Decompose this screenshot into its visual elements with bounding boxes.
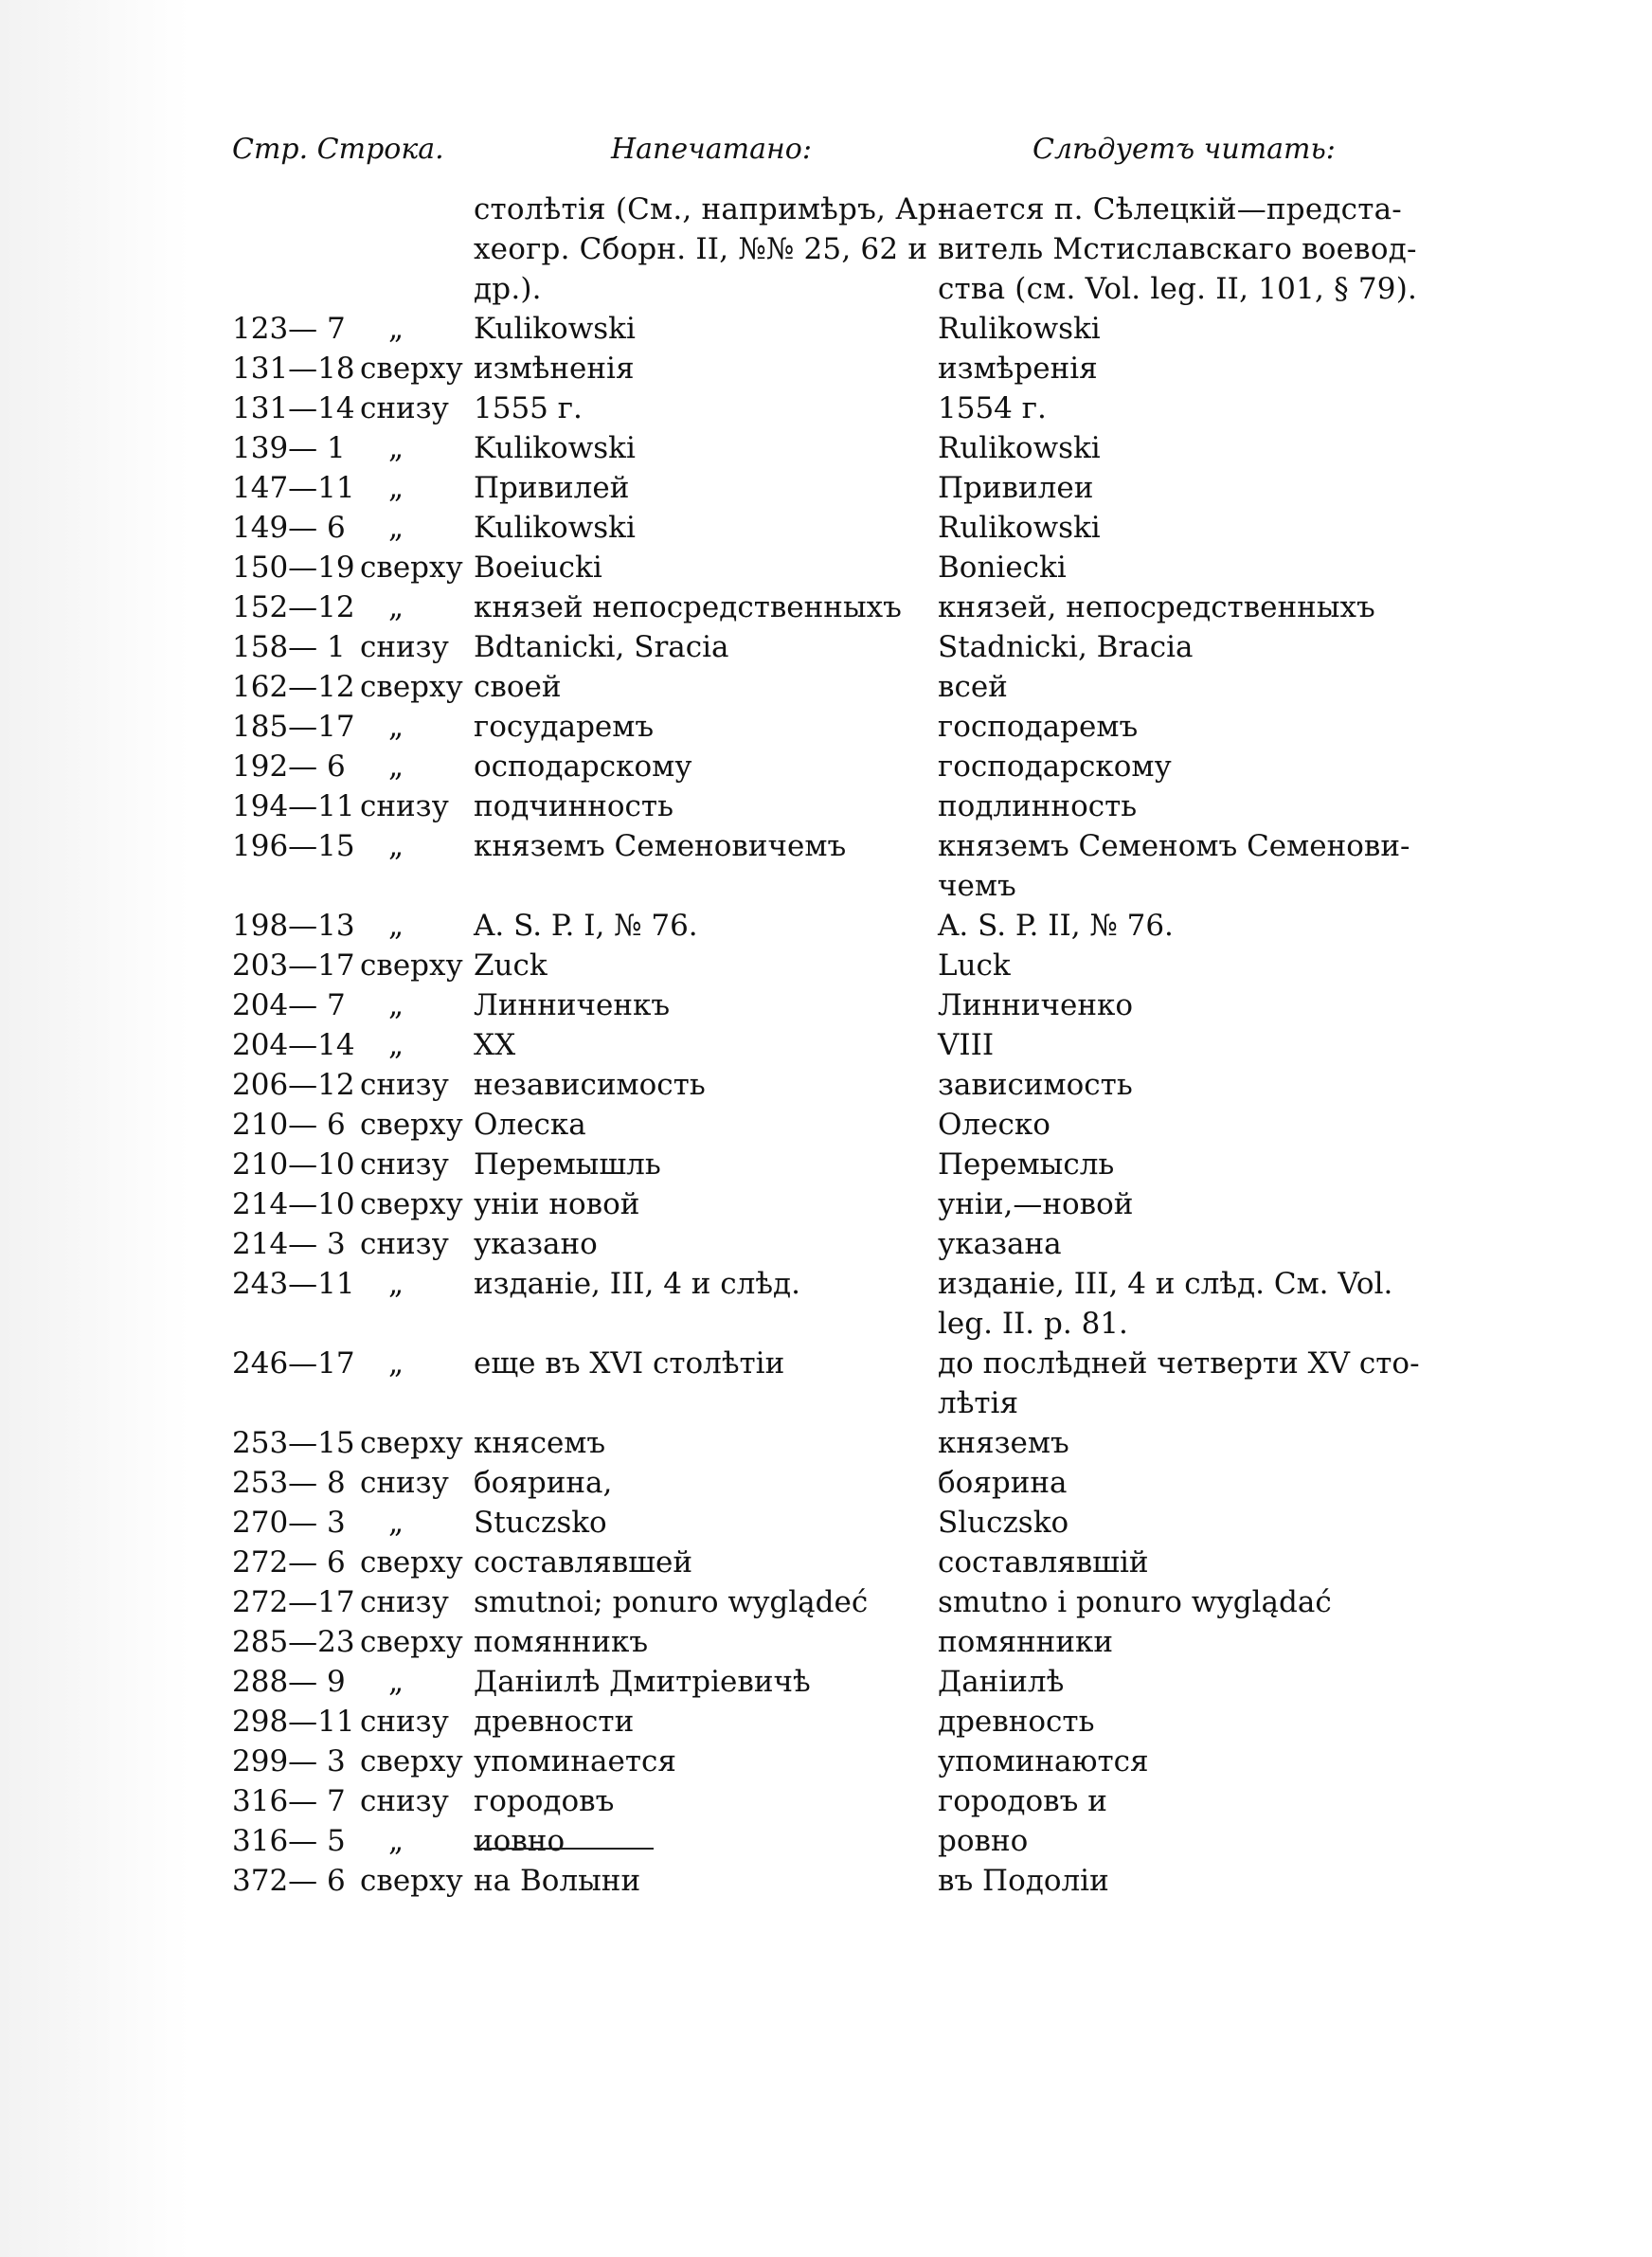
page-line-ref: 204— 7 [232,988,346,1022]
printed-text: Stuczsko [474,1506,607,1540]
position-from: „ [388,829,404,863]
page-line-ref: 147—11 [232,471,355,505]
errata-row [232,786,1407,826]
position-from: сверху [360,352,463,386]
page-line-ref: 185—17 [232,710,355,744]
correct-text: Rulikowski [938,312,1101,346]
correct-text: витель Мстиславскаго воевод- [938,232,1417,266]
printed-text: хеогр. Сборн. II, №№ 25, 62 и [474,232,928,266]
printed-text: упоминается [474,1744,676,1779]
correct-text: Даніилѣ [938,1665,1065,1699]
correct-text: чемъ [938,869,1016,903]
printed-text: на Волыни [474,1864,641,1898]
correct-text: зависимость [938,1068,1133,1102]
errata-row [232,627,1407,667]
errata-row [232,747,1407,786]
page-line-ref: 194—11 [232,789,355,823]
errata-row [232,707,1407,747]
errata-row [232,468,1407,508]
printed-text: городовъ [474,1784,615,1818]
correct-text: Boniecki [938,551,1067,585]
errata-row [232,1622,1407,1662]
position-from: снизу [360,630,449,664]
printed-text: составлявшей [474,1545,693,1580]
position-from: сверху [360,1545,463,1580]
printed-text: древности [474,1705,635,1739]
correct-text: A. S. P. II, № 76. [938,909,1174,943]
printed-text: измѣненія [474,352,635,386]
errata-row [232,1702,1407,1742]
header-printed: Напечатано: [611,133,812,166]
correct-text: княземъ [938,1426,1069,1460]
correct-text: leg. II. p. 81. [938,1307,1128,1341]
position-from: сверху [360,1426,463,1460]
errata-row [232,667,1407,707]
printed-text: др.). [474,272,542,306]
errata-row [232,508,1407,548]
printed-text: A. S. P. I, № 76. [474,909,698,943]
continuation-line [232,229,1417,269]
printed-text: государемъ [474,710,655,744]
page-line-ref: 270— 3 [232,1506,346,1540]
printed-text: уніи новой [474,1187,640,1221]
correct-text: городовъ и [938,1784,1107,1818]
errata-row [232,388,1407,428]
page-line-ref: 214—10 [232,1187,355,1221]
page-line-ref: 288— 9 [232,1665,346,1699]
page-line-ref: 131—14 [232,391,355,425]
position-from: „ [388,312,404,346]
position-from: „ [388,1506,404,1540]
errata-row [232,1742,1407,1781]
correct-text: smutno i ponuro wyglądać [938,1585,1332,1619]
position-from: „ [388,1267,404,1301]
correct-text: 1554 г. [938,391,1047,425]
errata-row [232,1224,1407,1264]
printed-text: еще въ XVI столѣтіи [474,1346,785,1381]
errata-row [232,428,1407,468]
position-from: „ [388,1346,404,1381]
errata-row [232,1861,1407,1901]
position-from: снизу [360,1705,449,1739]
errata-row [232,1184,1407,1224]
page-line-ref: 210— 6 [232,1108,346,1142]
continuation-line [232,269,1418,309]
page-line-ref: 272— 6 [232,1545,346,1580]
printed-text: помянникъ [474,1625,649,1659]
page-line-ref: 198—13 [232,909,355,943]
page-line-ref: 192— 6 [232,749,346,784]
errata-row [232,826,1410,866]
page-line-ref: 203—17 [232,948,355,983]
printed-text: независимость [474,1068,706,1102]
page-line-ref: 316— 5 [232,1824,346,1858]
page-line-ref: 162—12 [232,670,355,704]
printed-text: подчинность [474,789,673,823]
column-headers [232,133,1407,190]
correct-text: Привилеи [938,471,1094,505]
printed-text: XX [474,1028,516,1062]
printed-text: столѣтія (См., напримѣръ, Ар- [474,192,947,226]
correct-text: княземъ Семеномъ Семенови- [938,829,1410,863]
position-from: снизу [360,789,449,823]
errata-page [232,133,1420,1901]
correct-text: господаремъ [938,710,1139,744]
correct-text: Sluczsko [938,1506,1069,1540]
printed-text: князей непосредственныхъ [474,590,902,624]
position-from: снизу [360,1147,449,1182]
errata-row [232,985,1407,1025]
correct-text: Олеско [938,1108,1050,1142]
errata-row [232,1025,1407,1065]
position-from: „ [388,471,404,505]
correct-text: нается п. Сѣлецкій—предста- [938,192,1402,226]
printed-text: княсемъ [474,1426,606,1460]
position-from: сверху [360,670,463,704]
errata-row [232,866,1407,906]
continuation-line [232,190,1407,229]
position-from: „ [388,511,404,545]
correct-text: князей, непосредственныхъ [938,590,1375,624]
position-from: сверху [360,551,463,585]
errata-row [232,1423,1407,1463]
page-line-ref: 214— 3 [232,1227,346,1261]
errata-row [232,946,1407,985]
position-from: „ [388,590,404,624]
page-line-ref: 210—10 [232,1147,355,1182]
position-from: „ [388,749,404,784]
closing-rule [474,1848,654,1850]
page-line-ref: 253— 8 [232,1466,346,1500]
printed-text: осподарскому [474,749,692,784]
page-line-ref: 272—17 [232,1585,355,1619]
correct-text: подлинность [938,789,1138,823]
position-from: снизу [360,1466,449,1500]
page-line-ref: 298—11 [232,1705,355,1739]
errata-row [232,1145,1407,1184]
continuation-block [232,190,1418,309]
correct-text: боярина [938,1466,1068,1500]
page-line-ref: 316— 7 [232,1784,346,1818]
position-from: снизу [360,1068,449,1102]
errata-row [232,1105,1407,1145]
correct-text: ства (см. Vol. leg. II, 101, § 79). [938,272,1418,306]
errata-table [232,309,1420,1901]
position-from: снизу [360,1784,449,1818]
page-line-ref: 206—12 [232,1068,355,1102]
position-from: сверху [360,1187,463,1221]
printed-text: своей [474,670,562,704]
correct-text: господарскому [938,749,1172,784]
correct-text: всей [938,670,1008,704]
page-line-ref: 243—11 [232,1267,355,1301]
position-from: снизу [360,391,449,425]
printed-text: Boeiucki [474,551,602,585]
printed-text: княземъ Семеновичемъ [474,829,847,863]
correct-text: въ Подоліи [938,1864,1109,1898]
printed-text: Олеска [474,1108,586,1142]
page-line-ref: 123— 7 [232,312,346,346]
errata-row [232,548,1407,587]
page-line-ref: 131—18 [232,352,355,386]
printed-text: указано [474,1227,598,1261]
correct-text: составлявшій [938,1545,1149,1580]
position-from: снизу [360,1585,449,1619]
printed-text: иовно [474,1824,566,1858]
page-line-ref: 150—19 [232,551,355,585]
errata-row [232,587,1407,627]
errata-row [232,1264,1407,1304]
printed-text: Kulikowski [474,511,636,545]
correct-text: Rulikowski [938,511,1101,545]
printed-text: Линниченкъ [474,988,671,1022]
position-from: „ [388,988,404,1022]
page-line-ref: 372— 6 [232,1864,346,1898]
errata-row [232,1781,1407,1821]
correct-text: до послѣдней четверти XV сто- [938,1346,1420,1381]
printed-text: боярина, [474,1466,613,1500]
page-line-ref: 204—14 [232,1028,355,1062]
position-from: „ [388,909,404,943]
correct-text: Rulikowski [938,431,1101,465]
correct-text: указана [938,1227,1062,1261]
correct-text: Stadnicki, Bracia [938,630,1194,664]
printed-text: Даніилѣ Дмитріевичѣ [474,1665,811,1699]
page-line-ref: 152—12 [232,590,355,624]
errata-row [232,1503,1407,1543]
position-from: „ [388,1028,404,1062]
position-from: снизу [360,1227,449,1261]
errata-row [232,906,1407,946]
page-line-ref: 253—15 [232,1426,355,1460]
printed-text: 1555 г. [474,391,583,425]
position-from: сверху [360,1864,463,1898]
errata-row [232,1821,1407,1861]
page-edge-shading [0,0,189,2257]
printed-text: smutnoi; ponuro wyglądeć [474,1585,869,1619]
correct-text: изданіе, III, 4 и слѣд. См. Vol. [938,1267,1393,1301]
position-from: „ [388,1665,404,1699]
printed-text: Kulikowski [474,431,636,465]
errata-row [232,1304,1407,1344]
position-from: сверху [360,1108,463,1142]
printed-text: Zuck [474,948,548,983]
correct-text: Перемысль [938,1147,1115,1182]
printed-text: Привилей [474,471,630,505]
correct-text: Линниченко [938,988,1134,1022]
correct-text: измѣренія [938,352,1098,386]
page-line-ref: 246—17 [232,1346,355,1381]
header-page-line: Стр. Строка. [232,133,444,166]
correct-text: упоминаются [938,1744,1149,1779]
position-from: сверху [360,1744,463,1779]
page-line-ref: 196—15 [232,829,355,863]
errata-row [232,1344,1420,1383]
correct-text: древность [938,1705,1095,1739]
errata-row [232,1543,1407,1582]
position-from: сверху [360,1625,463,1659]
correct-text: помянники [938,1625,1114,1659]
page-line-ref: 299— 3 [232,1744,346,1779]
errata-row [232,1463,1407,1503]
errata-row [232,309,1407,349]
header-correct: Слѣдуетъ читать: [1032,133,1336,166]
errata-row [232,349,1407,388]
correct-text: лѣтія [938,1386,1019,1420]
errata-row [232,1065,1407,1105]
page-line-ref: 149— 6 [232,511,346,545]
correct-text: VIII [938,1028,995,1062]
printed-text: Kulikowski [474,312,636,346]
position-from: сверху [360,948,463,983]
position-from: „ [388,431,404,465]
correct-text: ровно [938,1824,1029,1858]
errata-row [232,1582,1407,1622]
printed-text: Перемышль [474,1147,661,1182]
position-from: „ [388,710,404,744]
page-line-ref: 285—23 [232,1625,355,1659]
errata-row [232,1662,1407,1702]
correct-text: уніи,—новой [938,1187,1134,1221]
errata-row [232,1383,1407,1423]
page-line-ref: 158— 1 [232,630,346,664]
page-line-ref: 139— 1 [232,431,346,465]
position-from: „ [388,1824,404,1858]
printed-text: изданіе, III, 4 и слѣд. [474,1267,800,1301]
correct-text: Luck [938,948,1011,983]
printed-text: Bdtanicki, Sracia [474,630,729,664]
